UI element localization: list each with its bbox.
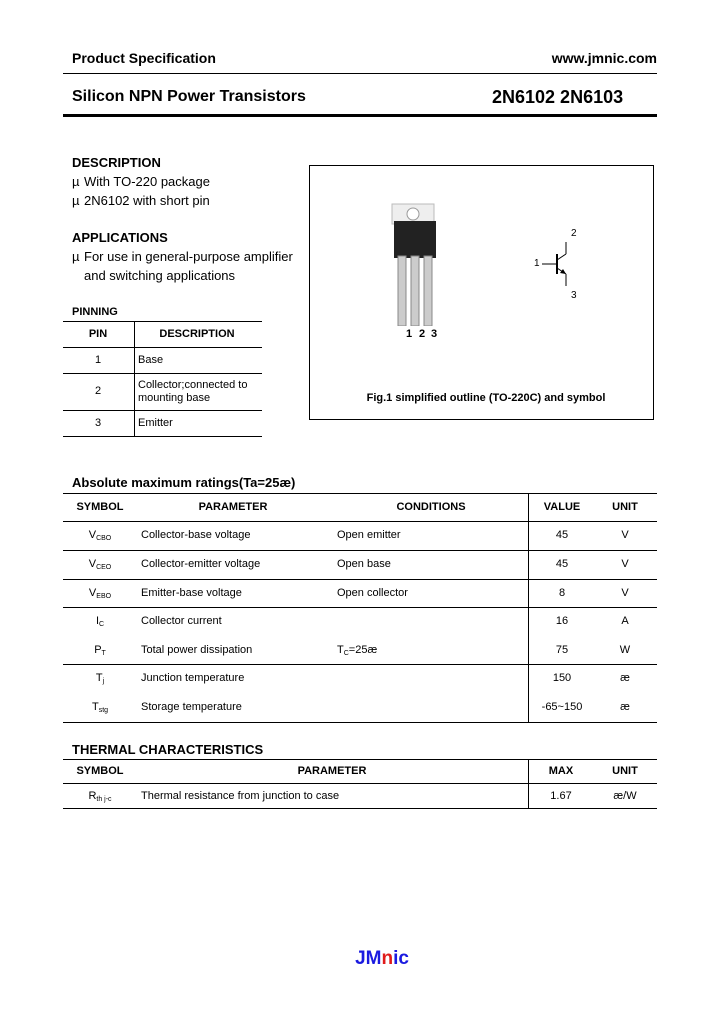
symbol-cell: $P_T$ — [94, 644, 106, 657]
symbol-cell: $T_j$ — [95, 672, 105, 685]
parameter-cell: Collector-base voltage — [141, 529, 251, 541]
symbol-cell: $I_C$ — [95, 615, 105, 628]
description-heading: DESCRIPTION — [72, 155, 161, 170]
unit-cell: V — [621, 558, 629, 570]
pin-number: 3 — [94, 417, 102, 429]
max-cell: 1.67 — [550, 790, 572, 802]
value-cell: 45 — [555, 558, 569, 570]
symbol-cell: $T_{stg}$ — [91, 701, 109, 714]
unit-cell: æ/W — [613, 790, 637, 802]
symbol-cell: $R_{th j-c}$ — [88, 790, 112, 803]
figure-box — [309, 165, 654, 420]
value-cell: 8 — [558, 587, 566, 599]
symbol-cell: $V_{CBO}$ — [88, 529, 112, 542]
package-pin-label: 1 — [406, 328, 413, 340]
applications-line: and switching applications — [84, 268, 236, 283]
package-pin-label: 2 — [419, 328, 426, 340]
parameter-cell: Emitter-base voltage — [141, 587, 242, 599]
column-header: PIN — [88, 328, 108, 340]
applications-heading: APPLICATIONS — [72, 230, 168, 245]
bullet-icon: µ — [72, 249, 80, 264]
parameter-cell: Thermal resistance from junction to case — [141, 790, 340, 802]
conditions-cell: Open collector — [337, 587, 408, 599]
bullet-icon: µ — [72, 174, 80, 189]
pin-description: mounting base — [138, 392, 211, 404]
pin-number: 2 — [94, 385, 102, 397]
unit-cell: æ — [620, 701, 630, 713]
unit-cell: A — [621, 615, 629, 627]
symbol-label-collector: 2 — [571, 228, 577, 239]
value-cell: 45 — [555, 529, 569, 541]
conditions-cell: Open emitter — [337, 529, 401, 541]
pin-number: 1 — [94, 354, 102, 366]
column-header: DESCRIPTION — [159, 328, 235, 340]
bullet-icon: µ — [72, 193, 80, 208]
symbol-label-emitter: 3 — [571, 290, 577, 301]
value-cell: 75 — [555, 644, 569, 656]
npn-transistor-symbol-icon — [540, 236, 580, 291]
jmnic-logo: JMnic — [355, 948, 409, 969]
column-header: MAX — [548, 765, 574, 777]
pin-description: Collector;connected to — [138, 379, 248, 391]
description-item: With TO-220 package — [84, 174, 210, 189]
column-header: PARAMETER — [297, 765, 367, 777]
pin-description: Emitter — [138, 417, 173, 429]
parameter-cell: Total power dissipation — [141, 644, 253, 656]
symbol-label-base: 1 — [534, 258, 540, 269]
symbol-cell: $V_{CEO}$ — [88, 558, 112, 571]
conditions-cell: $T_C=25æ$ — [337, 644, 378, 657]
value-cell: 150 — [552, 672, 572, 684]
thermal-heading: THERMAL CHARACTERISTICS — [72, 742, 264, 757]
header-website[interactable]: www.jmnic.com — [551, 50, 657, 66]
unit-cell: æ — [620, 672, 630, 684]
pin-description: Base — [138, 354, 164, 366]
applications-line: For use in general-purpose amplifier — [84, 249, 293, 264]
ratings-heading: Absolute maximum ratings(Ta=25æ) — [72, 475, 296, 490]
conditions-cell: Open base — [337, 558, 391, 570]
value-cell: 16 — [555, 615, 569, 627]
column-header: VALUE — [543, 501, 581, 513]
to220-package-image — [390, 201, 440, 326]
symbol-cell: $V_{EBO}$ — [88, 587, 112, 600]
pinning-heading: PINNING — [72, 306, 118, 318]
parameter-cell: Storage temperature — [141, 701, 242, 713]
parameter-cell: Junction temperature — [141, 672, 245, 684]
package-pin-label: 3 — [431, 328, 438, 340]
part-number: 2N6102 2N6103 — [492, 87, 624, 107]
page-title: Silicon NPN Power Transistors — [72, 88, 306, 105]
unit-cell: V — [621, 529, 629, 541]
column-header: CONDITIONS — [396, 501, 466, 513]
divider-thick — [63, 114, 657, 117]
parameter-cell: Collector current — [141, 615, 222, 627]
column-header: PARAMETER — [198, 501, 268, 513]
figure-caption: Fig.1 simplified outline (TO-220C) and symbol — [366, 392, 606, 404]
unit-cell: W — [619, 644, 631, 656]
description-item: 2N6102 with short pin — [84, 193, 210, 208]
column-header: SYMBOL — [76, 501, 124, 513]
value-cell: -65~150 — [541, 701, 583, 713]
unit-cell: V — [621, 587, 629, 599]
column-header: UNIT — [612, 765, 638, 777]
parameter-cell: Collector-emitter voltage — [141, 558, 261, 570]
column-header: SYMBOL — [76, 765, 124, 777]
header-left: Product Specification — [72, 50, 216, 66]
divider — [63, 73, 657, 74]
column-header: UNIT — [612, 501, 638, 513]
